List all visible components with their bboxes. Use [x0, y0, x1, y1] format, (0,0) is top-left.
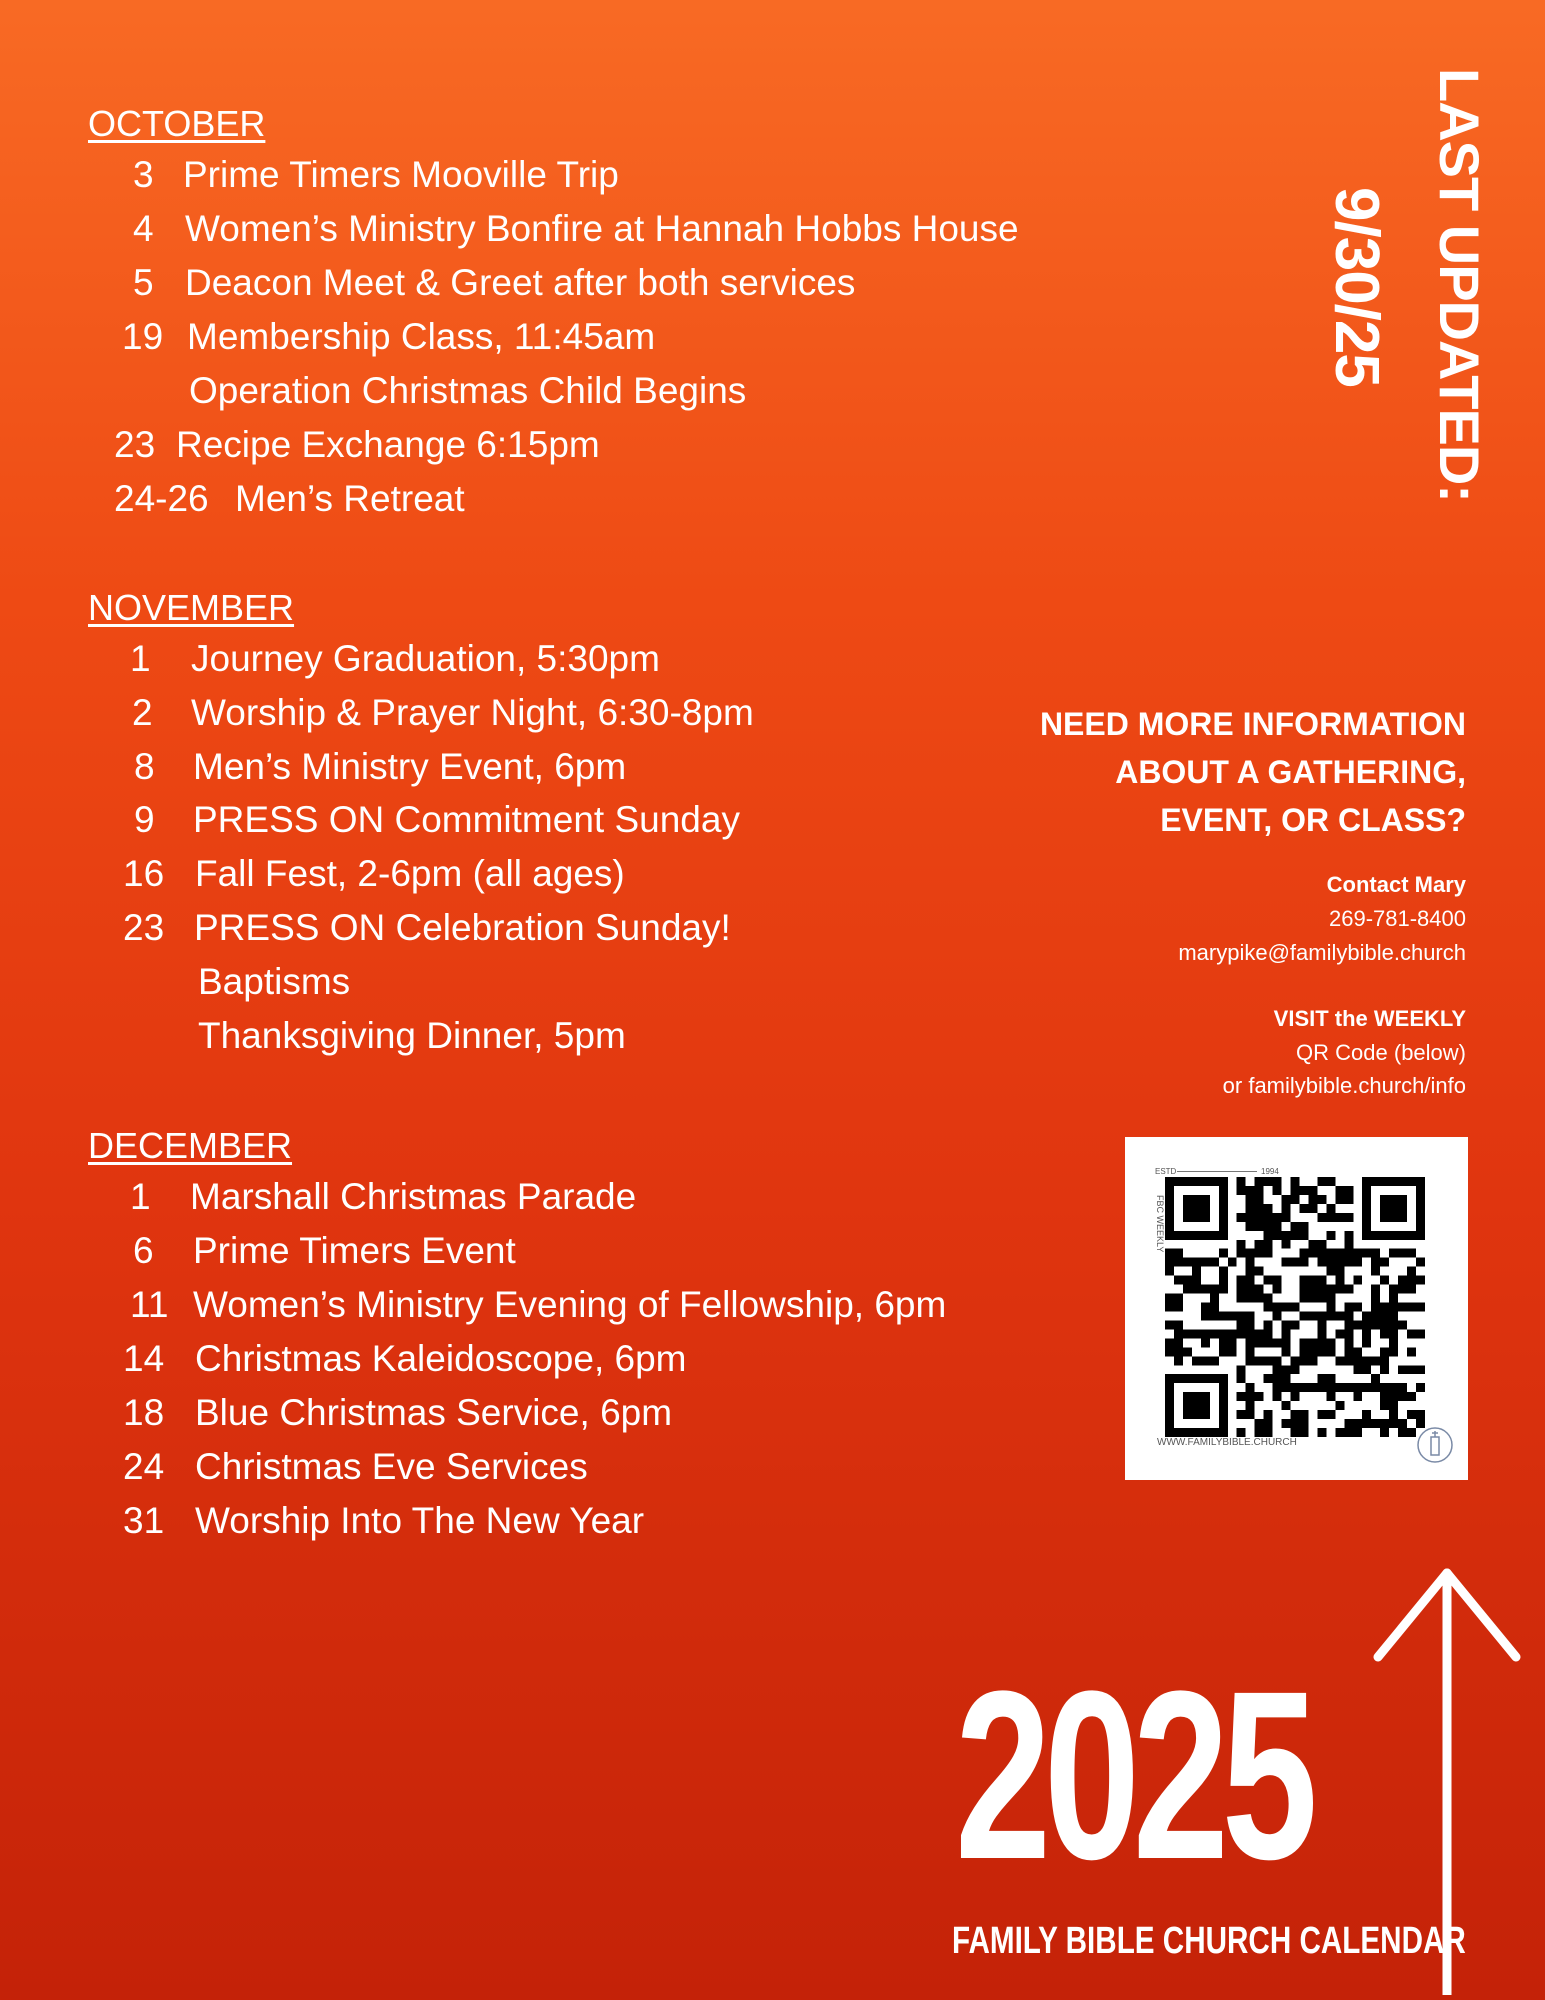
december-heading: DECEMBER — [88, 1125, 293, 1166]
qr-code-icon — [1165, 1177, 1425, 1437]
event-day: 5 — [133, 262, 154, 303]
calendar-year: 2025 — [955, 1641, 1311, 1909]
event-day: 24 — [123, 1446, 165, 1487]
event-text: Christmas Kaleidoscope, 6pm — [195, 1338, 687, 1379]
event-day: 3 — [133, 154, 154, 195]
qr-code-card[interactable] — [1125, 1137, 1468, 1480]
event-day: 23 — [123, 907, 165, 948]
event-day: 11 — [130, 1284, 169, 1325]
info-heading-line: NEED MORE INFORMATION — [1039, 706, 1466, 742]
event-day: 19 — [122, 316, 164, 357]
visit-weekly-label: VISIT the WEEKLY — [1273, 1006, 1466, 1031]
event-day: 23 — [114, 424, 156, 465]
event-day: 18 — [123, 1392, 165, 1433]
event-text: Blue Christmas Service, 6pm — [195, 1392, 673, 1433]
qr-footer-url: WWW.FAMILYBIBLE.CHURCH — [1157, 1437, 1297, 1448]
event-day: 16 — [123, 853, 165, 894]
event-day: 8 — [134, 746, 155, 787]
event-day: 1 — [130, 1176, 151, 1217]
church-logo-icon — [1415, 1425, 1455, 1465]
last-updated — [1310, 60, 1510, 502]
contact-label: Contact Mary — [1326, 872, 1466, 897]
event-day: 14 — [123, 1338, 165, 1379]
event-text: Worship Into The New Year — [195, 1500, 645, 1541]
event-day: 31 — [123, 1500, 165, 1541]
event-text: Baptisms — [198, 961, 351, 1002]
event-text: Men’s Ministry Event, 6pm — [193, 746, 627, 787]
event-text: Worship & Prayer Night, 6:30-8pm — [191, 692, 754, 733]
event-day: 1 — [130, 638, 151, 679]
event-day: 24-26 — [114, 478, 209, 519]
info-heading-line: EVENT, OR CLASS? — [1160, 802, 1466, 838]
info-heading — [906, 700, 1466, 844]
event-text: Operation Christmas Child Begins — [189, 370, 747, 411]
event-text: Marshall Christmas Parade — [190, 1176, 637, 1217]
event-day: 9 — [134, 799, 155, 840]
qr-note: QR Code (below) — [1296, 1040, 1466, 1065]
event-text: Women’s Ministry Evening of Fellowship, 6pm — [193, 1284, 947, 1325]
event-text: Women’s Ministry Bonfire at Hannah Hobbs House — [185, 208, 1019, 249]
event-text: PRESS ON Celebration Sunday! — [194, 907, 731, 948]
qr-year: 1994 — [1261, 1167, 1279, 1176]
november-heading: NOVEMBER — [88, 587, 295, 628]
october-heading: OCTOBER — [88, 103, 266, 144]
qr-side-text: FBC WEEKLY — [1155, 1195, 1165, 1253]
contact-email[interactable]: marypike@familybible.church — [1178, 940, 1466, 965]
event-text: Prime Timers Event — [193, 1230, 516, 1271]
qr-estd: ESTD — [1155, 1167, 1177, 1176]
event-text: Prime Timers Mooville Trip — [183, 154, 619, 195]
url-note[interactable]: or familybible.church/info — [1222, 1073, 1466, 1098]
event-text: Journey Graduation, 5:30pm — [191, 638, 660, 679]
event-text: Deacon Meet & Greet after both services — [185, 262, 856, 303]
calendar-subtitle: FAMILY BIBLE CHURCH CALENDAR — [952, 1920, 1466, 1962]
event-text: Men’s Retreat — [235, 478, 465, 519]
event-day: 6 — [133, 1230, 154, 1271]
event-day: 4 — [133, 208, 154, 249]
last-updated-label: LAST UPDATED: — [1428, 68, 1491, 502]
event-text: Thanksgiving Dinner, 5pm — [198, 1015, 626, 1056]
qr-rule — [1177, 1171, 1257, 1172]
event-text: Christmas Eve Services — [195, 1446, 588, 1487]
last-updated-date: 9/30/25 — [1322, 187, 1391, 387]
event-text: Recipe Exchange 6:15pm — [176, 424, 600, 465]
info-heading-line: ABOUT A GATHERING, — [1115, 754, 1466, 790]
event-day: 2 — [132, 692, 153, 733]
event-text: PRESS ON Commitment Sunday — [193, 799, 740, 840]
event-text: Membership Class, 11:45am — [187, 316, 656, 357]
event-text: Fall Fest, 2-6pm (all ages) — [195, 853, 625, 894]
contact-phone[interactable]: 269-781-8400 — [1328, 906, 1466, 931]
